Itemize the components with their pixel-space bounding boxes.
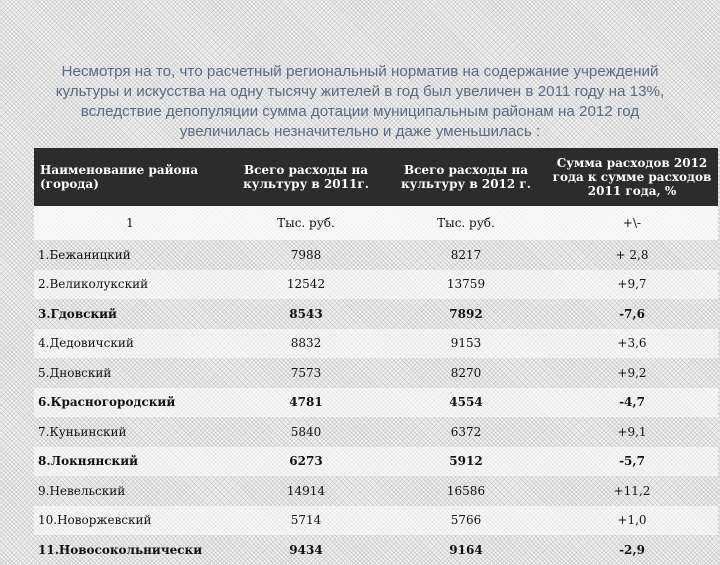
change-percent-cell: -4,7 (619, 395, 645, 410)
table-row (34, 388, 718, 418)
district-cell: 11.Новосокольнически (38, 542, 203, 557)
expenses-2011-cell: 7988 (290, 247, 322, 262)
units-cell: +\- (622, 216, 642, 230)
expenses-2012-cell: 7892 (449, 306, 483, 321)
slide-title: Несмотря на то, что расчетный региональный норматив на содержание учреждений культуры и искусства на одну тысячу жителей в год был увеличен в 2011 году на 13%, вследствие депопуляции сумма дотации муниципальным районам на 2012 год увеличилась незначительно и даже уменьшилась : (55, 63, 665, 140)
change-percent-cell: +9,7 (617, 277, 647, 292)
table-row (34, 447, 718, 477)
table-body (34, 206, 718, 565)
expenses-2012-cell: 5766 (450, 513, 482, 528)
expenses-2012-cell: 6372 (450, 424, 482, 439)
expenses-2012-cell: 4554 (449, 395, 483, 410)
units-row (34, 206, 718, 240)
change-percent-cell: +1,0 (617, 513, 647, 528)
district-cell: 5.Дновский (38, 365, 112, 380)
table-row (34, 417, 718, 447)
header-expenses-2012: Всего расходы на культуру в 2012 г. (386, 148, 546, 206)
expenses-2012-cell: 9164 (449, 542, 483, 557)
expenses-2011-cell: 6273 (289, 454, 323, 469)
district-cell: 4.Дедовичский (38, 336, 134, 351)
expenses-2012-cell: 8270 (450, 365, 482, 380)
change-percent-cell: + 2,8 (615, 247, 649, 262)
expenses-2012-cell: 16586 (446, 483, 486, 498)
header-change-percent: Сумма расходов 2012 года к сумме расходов 2011 года, % (546, 148, 718, 206)
expenses-2011-cell: 8832 (290, 336, 322, 351)
district-cell: 2.Великолукский (38, 277, 149, 292)
district-cell: 6.Красногородский (38, 395, 176, 410)
units-cell: 1 (126, 216, 134, 230)
change-percent-cell: +3,6 (617, 336, 647, 351)
expenses-table-container (34, 148, 718, 557)
change-percent-cell: +9,1 (617, 424, 647, 439)
expenses-2011-cell: 9434 (289, 542, 323, 557)
district-cell: 10.Новоржевский (38, 513, 152, 528)
expenses-2011-cell: 5840 (290, 424, 322, 439)
table-row (34, 329, 718, 359)
table-row (34, 270, 718, 300)
units-cell: Тыс. руб. (437, 216, 495, 230)
table-header-row (34, 148, 718, 206)
change-percent-cell: -5,7 (619, 454, 645, 469)
expenses-2012-cell: 5912 (449, 454, 483, 469)
district-cell: 9.Невельский (38, 483, 126, 498)
expenses-2011-cell: 8543 (289, 306, 323, 321)
district-cell: 7.Куньинский (38, 424, 127, 439)
table-row (34, 476, 718, 506)
expenses-table (34, 148, 718, 565)
table-row (34, 535, 718, 565)
table-row (34, 240, 718, 270)
expenses-2012-cell: 13759 (446, 277, 486, 292)
change-percent-cell: -7,6 (619, 306, 645, 321)
change-percent-cell: +11,2 (613, 483, 651, 498)
district-cell: 8.Локнянский (38, 454, 139, 469)
units-cell: Тыс. руб. (277, 216, 335, 230)
table-row (34, 299, 718, 329)
table-row (34, 358, 718, 388)
district-cell: 3.Гдовский (38, 306, 117, 321)
expenses-2011-cell: 14914 (286, 483, 326, 498)
expenses-2011-cell: 5714 (290, 513, 322, 528)
expenses-2011-cell: 7573 (290, 365, 322, 380)
expenses-2012-cell: 9153 (450, 336, 482, 351)
change-percent-cell: -2,9 (619, 542, 645, 557)
header-expenses-2011: Всего расходы на культуру в 2011г. (226, 148, 386, 206)
expenses-2011-cell: 12542 (286, 277, 326, 292)
header-district: Наименование района (города) (34, 148, 226, 206)
change-percent-cell: +9,2 (617, 365, 647, 380)
district-cell: 1.Бежаницкий (38, 247, 131, 262)
expenses-2011-cell: 4781 (289, 395, 323, 410)
table-row (34, 506, 718, 536)
expenses-2012-cell: 8217 (450, 247, 482, 262)
